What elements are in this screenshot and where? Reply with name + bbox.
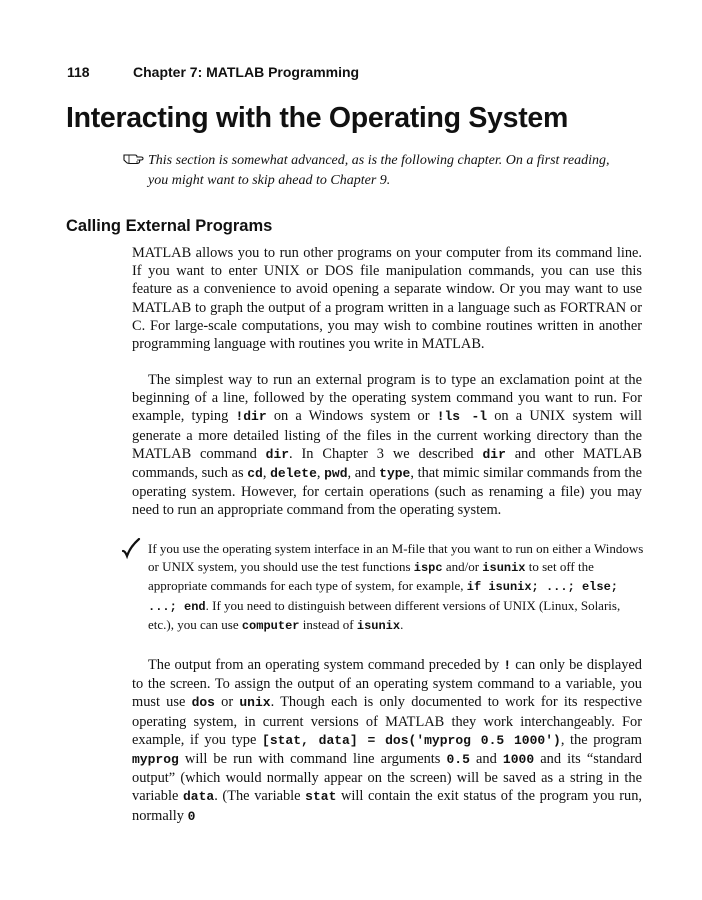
code-myprog: myprog	[132, 752, 179, 768]
code-ls-cmd: !ls -l	[436, 409, 488, 425]
subsection-title: Calling External Programs	[66, 217, 273, 235]
code-dos-call: [stat, data] = dos('myprog 0.5 1000')	[262, 732, 561, 748]
paragraph-intro	[132, 244, 642, 353]
code-dir: dir	[482, 446, 506, 462]
code-computer: computer	[241, 618, 300, 633]
pointing-hand-icon	[123, 151, 145, 170]
code-cd: cd	[247, 466, 263, 482]
checkmark-icon	[121, 538, 141, 567]
paragraph-intro-text: MATLAB allows you to run other programs on your computer from its command line. If you want to enter UNIX or DOS file manipulation commands, you can use this feature as a convenience to avoid opening a separate window. Or you may want to use MATLAB to graph the output of a program written in a language such as FORTRAN or C. For large-scale computations, you may wish to combine routines written in another programming language with routines you write in MATLAB.	[132, 245, 642, 353]
code-bang: !	[503, 658, 512, 673]
code-stat: stat	[305, 789, 337, 805]
code-isunix: isunix	[356, 618, 401, 633]
section-title: Interacting with the Operating System	[66, 102, 568, 134]
code-unix: unix	[239, 695, 271, 711]
code-delete: delete	[270, 466, 317, 482]
code-ispc: ispc	[413, 561, 443, 576]
code-dir-cmd: !dir	[235, 409, 267, 425]
code-if-isunix: if isunix; ...; else; ...; end	[148, 580, 618, 614]
code-zero: 0	[187, 808, 196, 824]
chapter-title: Chapter 7: MATLAB Programming	[133, 64, 360, 80]
tip-text: If you use the operating system interface in an M-file that you want to run on either a Windows or UNIX system, you should use the test functions ispc and/or isunix to set off the appropriate commands for each type of system, for example, if isunix; ...; else; ...; end. If you need to distinguish between different versions of UNIX (Linux, Solaris, etc.), you can use computer instead of isunix.	[148, 541, 644, 633]
code-type: type	[379, 466, 411, 482]
code-data: data	[182, 789, 215, 805]
code-isunix: isunix	[482, 561, 526, 576]
code-dos: dos	[191, 695, 215, 711]
note-text: This section is somewhat advanced, as is the following chapter. On a first reading, you might want to skip ahead to Chapter 9.	[148, 153, 610, 188]
paragraph-output: The output from an operating system command preceded by ! can only be displayed to the screen. To assign the output of an operating system command to a variable, you must use dos or unix. Though each is only documented to work for its respective operating system, in current versions of MATLAB they work interchangeably. For example, if you type [stat, data] = dos('myprog 0.5 1000'), the program myprog will be run with command line arguments 0.5 and 1000 and its “standard output” (which would normally appear on the screen) will be saved as a string in the variable data. (The variable stat will contain the exit status of the program you run, normally 0	[132, 657, 643, 824]
page-number: 118	[67, 64, 90, 80]
code-dir: dir	[265, 446, 290, 462]
code-arg-0-5: 0.5	[446, 752, 470, 768]
code-arg-1000: 1000	[502, 752, 535, 768]
paragraph-exclamation: The simplest way to run an external program is to type an exclamation point at the beginning of a line, followed by the operating system command you want to run. For example, typing !dir on a Windows system or !ls -l on a UNIX system will generate a more detailed listing of the files in the current working directory than the MATLAB command dir. In Chapter 3 we described dir and other MATLAB commands, such as cd, delete, pwd, and type, that mimic similar commands from the operating system. However, for certain operations (such as renaming a file) you may need to run an appropriate command from the operating system.	[132, 372, 642, 519]
code-pwd: pwd	[324, 466, 348, 482]
